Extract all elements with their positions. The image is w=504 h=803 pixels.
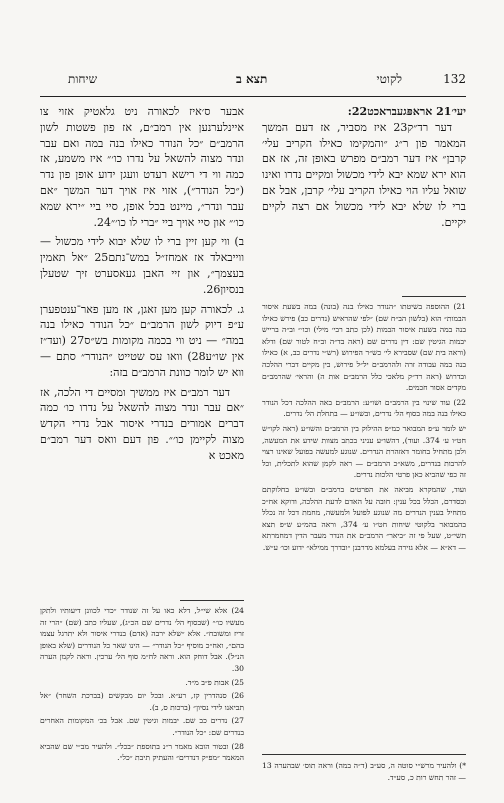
book-title: לקוטי xyxy=(376,72,402,86)
right-heading: יעי׳21 אראפּגעבראכט22: xyxy=(347,105,466,118)
right-paragraph: דער רד״ק23 איז מסביר, אז דעם המשך המאמר פון ר״ג ״והמקימו כאילו הקריב עלי׳ קרבן״ איז דער רמב״ם מפרש באופן זה, אז אם הוא ירא שמא יבא לידי מכשול ומקיים נדרו ואינו שואל עליו הוי כאילו הקריב עלי׳ קרבן, אבל אם ברי לו שלא יבא לידי מכשול אם רצה לקיים יקיים. xyxy=(262,120,466,229)
footnote-divider xyxy=(402,296,466,297)
footnote-27: 27) נדרים כב שם. יבמות וגיטין שם. אבל בכ׳ המקומות האחרים בנדרים שם: ״כל הנודר״. xyxy=(40,716,244,737)
left-footnotes xyxy=(40,600,244,764)
page-header xyxy=(40,72,466,94)
bottom-divider xyxy=(262,754,466,755)
bottom-footnote: *) ולהעיר מרש״י סוטה ה, סע״ב (ד״ה במה) וראה תוס׳ שבהערה 13 — זהר תחש רות כ, סע״ד. xyxy=(262,761,466,782)
bottom-note-area xyxy=(262,760,466,783)
footnote-24: 24) אלא שי״ל, דלא כאו על זה שנודר ״כדי לכוונן דיעותיו ולתקן מעשיו כו׳״ (שבסוף הל׳ נדרים שם הכ״ג), שעליו כתב (שם) ״הרי זה זריז ומשובח״. אלא ״שלא ירבה (אדם) בנדרי איסור ולא יתרגל עצמו בהם״, ואח״כ מוסיף ״כל הנודר״ — הינו שאר כל הנודרים (שלא באופן הנ״ל). אבל דוחק הוא. וראה לח״מ סוף הל׳ ערכין. וראה לקמן הערה 30. xyxy=(40,606,244,673)
page-number: 132 xyxy=(443,72,466,86)
section-name: שיחות xyxy=(68,72,98,86)
footnote-22-cont2: ועוד, שהמקרא מביאה את הפרטים ברמב״ם ובשו״ע בחלוקתם ובסדרם, הכלל בכל ענין: חובה על האדם לדעת ההלכה, ודוקא אח״כ מתחיל בענין הנדרים מה שנוגע לפועל ולמעשה, מחמת דכל זה נכלל בהמבואר בלקוטי שיחות חט״ו ע׳ 374, וראה בהמ״ע ש״פ תצא תשי״ט, שעל פי זה ״ביאר״ הרמב״ם את הנדר מעבר הדין דמחמרתא — דא״א — אלא גזירה בעלמא מדרבנן ״ובדרך ממילא״ ידוע וכו׳ ע״ש. xyxy=(262,484,466,552)
left-paragraph-3: ג. לכאורה קען מען זאגן, אז מען פאר־ענטפערן ע״פ דיוק לשון הרמב״ם ״כל הנודר כאילו בנה במה״ — ניט ווי בכמה מקומות בש״ס27 (ועד״ז אין שו״ע28) וואו עס שטייט ״הנודר״ סתם — ווא יש לומר כוונת הרמב״ם בזה: xyxy=(40,302,244,379)
right-footnotes xyxy=(262,296,466,553)
header-rule xyxy=(40,96,466,97)
footnote-25: 25) אבות פ״ב מ״ד. xyxy=(185,677,244,687)
left-paragraph-1: אבער ס׳איז לכאורה ניט גלאטיק אזוי צו איינלערנען אין רמב״ם, אז פון פשטות לשון הרמב״ם ״כל הנודר כאילו בנה במה ואם עבר ונדר מצוה להשאל על נדרו כו׳״ איז משמע, אז כמה ווי די רישא רעדט וועגן ידוע אופן פון נדר (״כל הנודר״), אזוי איז אויך דער המשך ״אם עבר ונדר״, מיינט בכל אופן, סיי ביי ״ירא שמא כו׳״ און סיי אויך ביי ״ברי לו כו׳״24. xyxy=(40,105,244,229)
left-column xyxy=(40,104,244,464)
footnote-21: 21) ההוספה בשיטתו ״הנודר כאילו בנה (בונה) במה בשעת איסור הבמות״ הוא (בלשון הב״ח שם) ״לפי שהראיש (נדרים כב) פירש כאילו בנה במה בשעת איסור הבמות (לכן כתב רבי׳ מילי) וכו׳״ וב״ה ברייש יבמות הגיטין שם: דין נדרים שם (ראה בד״ה וב״ח לטור שם) ודלא (וראה בית שם) שסבירא לי׳ כש״ר הפירוש (רש״י נדרים כב, א) כאילו בנה במה עבודה זרה ולהרמב״ם יל״ל פירוש, בין מקיים דברי ההלכה ובדרוש (ראה רד״ק מלאכי כלל הרמב״ם אות ה) והראי׳ שהרמב״ם מקדים אסור חכמים. xyxy=(262,302,466,393)
left-paragraph-4: דער רמב״ם איז ממשיך ומסיים די הלכה, אז ״אם עבר ונדר מצוה להשאל על נדרו כו׳ כמה דברים אמורים בנדרי איסור אבל נדרי הקדש מצוה לקיימן כו׳״. פון דעם וואס דער רמב״ם מאכט א xyxy=(40,385,244,462)
footnote-26: 26) סנהדרין קז, רע״א. ובכל יום מבקשים (בברכת השחר) ״אל תביאנו לידי נסיון״ (ברכות ס, ב). xyxy=(40,691,244,712)
footnote-22-cont: יש לומר ע״פ המבואר כמ״פ ההילוק בין הרמב״ם והשו״ע (ראה לקו״ש חט״ו ע׳ 374. ועוד), דהשו״ע עניני בכתב מצוות שידע את המעשה, ולכן מתחיל בחומר דאזהרת הנדרים. שנוגע למעשה בפועל שאינו רצוי להרבות בנדרים, משא״כ הרמב״ם — ראה לקמן שהוא לתכלית, וכל זה כפי שהביא כאן פרטי הלכות נדרים. xyxy=(262,423,466,480)
left-paragraph-2: ב) ווי קען זיין ברי לו שלא יבוא לידי מכשול — ווייבאלד אז אמחז״ל במש־נתם25 ״אל תאמין בעצמך״, און זיי האבן געאסערט זיך שטעלן בנסיון26. xyxy=(40,235,245,296)
section-title: תצא ב xyxy=(236,72,268,86)
left-footnote-divider xyxy=(180,600,244,601)
footnote-28: 28) ובטור הובא מאמר ר״נ בתוספת ״בכל״. ולהעיר מב״י שם שהביא המאמר ״מפ״ק דנדרים״ והעתיק תיבת ״כל״. xyxy=(40,741,244,763)
right-column xyxy=(262,104,466,230)
footnote-22: 22) עוד שינוי בין הרמב״ם ושו״ע: הרמב״ם באה ההלכה דכל הנודר כאילו בנה במה בסוף הל׳ נדרים, ובשו״ע — בתחלת הל׳ נדרים. xyxy=(262,397,466,419)
